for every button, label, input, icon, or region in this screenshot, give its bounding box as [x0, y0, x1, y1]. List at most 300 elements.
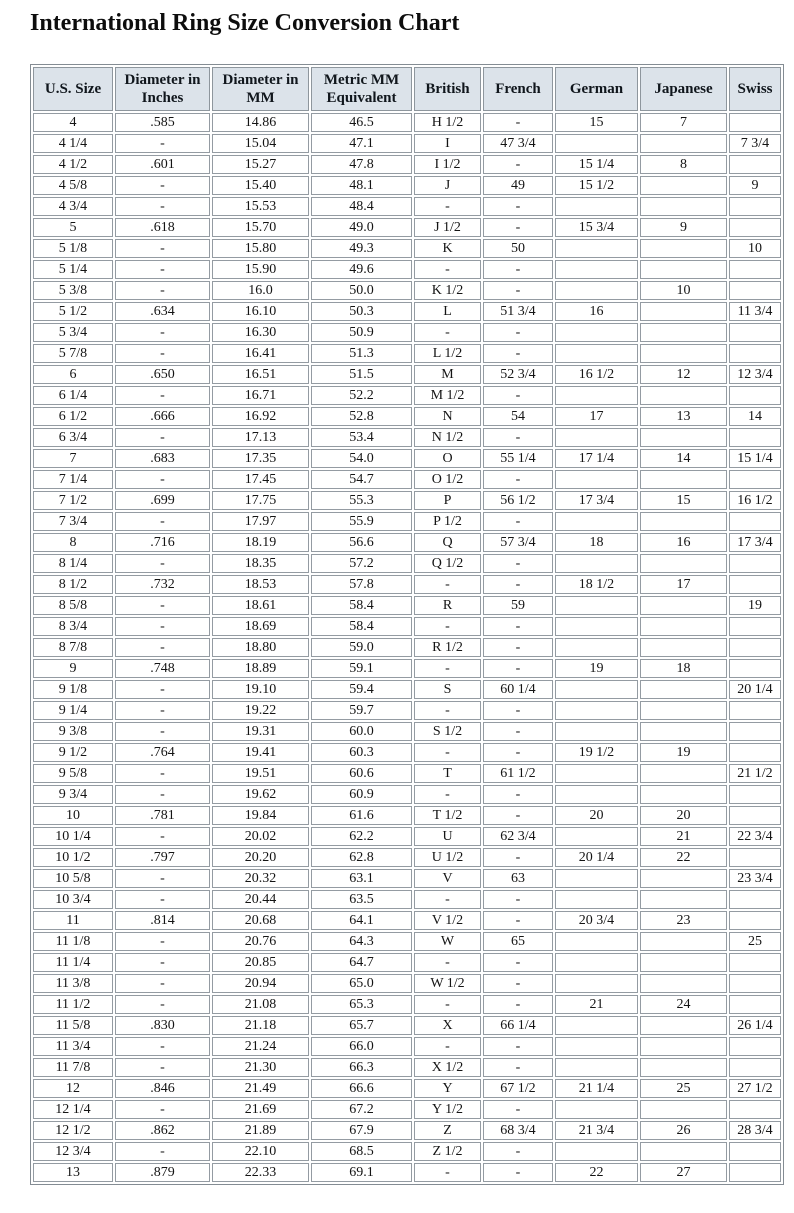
table-cell-french: -	[483, 806, 553, 825]
table-cell-swiss: 25	[729, 932, 781, 951]
table-cell-german: 20	[555, 806, 638, 825]
column-header-french: French	[483, 67, 553, 111]
table-cell-japanese	[640, 1142, 727, 1161]
table-cell-french: -	[483, 1058, 553, 1077]
table-cell-british: S	[414, 680, 481, 699]
table-cell-diameter-mm: 16.10	[212, 302, 309, 321]
table-cell-diameter-inches: -	[115, 995, 210, 1014]
table-cell-japanese	[640, 1100, 727, 1119]
table-cell-japanese	[640, 302, 727, 321]
table-cell-swiss	[729, 638, 781, 657]
table-cell-diameter-inches: .797	[115, 848, 210, 867]
table-cell-diameter-inches: -	[115, 197, 210, 216]
table-row	[33, 176, 781, 195]
table-row	[33, 701, 781, 720]
table-cell-metric-mm-equivalent: 59.7	[311, 701, 412, 720]
table-cell-metric-mm-equivalent: 48.4	[311, 197, 412, 216]
table-cell-diameter-inches: .764	[115, 743, 210, 762]
table-cell-diameter-mm: 19.10	[212, 680, 309, 699]
table-cell-british: X 1/2	[414, 1058, 481, 1077]
table-cell-japanese: 24	[640, 995, 727, 1014]
table-cell-swiss: 12 3/4	[729, 365, 781, 384]
table-cell-diameter-mm: 15.04	[212, 134, 309, 153]
table-cell-swiss	[729, 323, 781, 342]
table-cell-swiss: 26 1/4	[729, 1016, 781, 1035]
table-cell-diameter-inches: -	[115, 764, 210, 783]
table-cell-german	[555, 197, 638, 216]
table-cell-british: N 1/2	[414, 428, 481, 447]
table-cell-british: -	[414, 1163, 481, 1182]
table-cell-swiss: 17 3/4	[729, 533, 781, 552]
table-cell-german: 19 1/2	[555, 743, 638, 762]
table-cell-us-size: 9 3/8	[33, 722, 113, 741]
table-cell-french: 65	[483, 932, 553, 951]
table-cell-diameter-inches: -	[115, 932, 210, 951]
table-cell-diameter-inches: -	[115, 869, 210, 888]
table-cell-japanese	[640, 512, 727, 531]
table-cell-diameter-mm: 20.20	[212, 848, 309, 867]
table-cell-japanese	[640, 680, 727, 699]
table-cell-german	[555, 596, 638, 615]
table-cell-metric-mm-equivalent: 66.0	[311, 1037, 412, 1056]
table-cell-german: 16	[555, 302, 638, 321]
table-cell-british: P	[414, 491, 481, 510]
table-cell-metric-mm-equivalent: 52.2	[311, 386, 412, 405]
table-cell-diameter-mm: 16.0	[212, 281, 309, 300]
table-cell-french: -	[483, 995, 553, 1014]
table-row	[33, 470, 781, 489]
table-cell-french: 66 1/4	[483, 1016, 553, 1035]
table-cell-british: S 1/2	[414, 722, 481, 741]
table-row	[33, 428, 781, 447]
table-row	[33, 113, 781, 132]
table-cell-japanese: 15	[640, 491, 727, 510]
table-cell-japanese	[640, 197, 727, 216]
table-cell-diameter-inches: .683	[115, 449, 210, 468]
table-row	[33, 512, 781, 531]
table-cell-swiss: 15 1/4	[729, 449, 781, 468]
table-cell-diameter-inches: .716	[115, 533, 210, 552]
table-cell-german: 15 3/4	[555, 218, 638, 237]
table-cell-french: -	[483, 512, 553, 531]
table-cell-german	[555, 827, 638, 846]
table-cell-us-size: 6 1/4	[33, 386, 113, 405]
table-cell-us-size: 8	[33, 533, 113, 552]
table-cell-metric-mm-equivalent: 62.2	[311, 827, 412, 846]
table-cell-swiss	[729, 911, 781, 930]
table-cell-british: -	[414, 743, 481, 762]
table-cell-metric-mm-equivalent: 69.1	[311, 1163, 412, 1182]
table-cell-japanese	[640, 890, 727, 909]
table-cell-swiss	[729, 785, 781, 804]
table-cell-metric-mm-equivalent: 58.4	[311, 596, 412, 615]
table-cell-us-size: 9 3/4	[33, 785, 113, 804]
table-cell-french: -	[483, 554, 553, 573]
table-cell-french: -	[483, 260, 553, 279]
table-cell-us-size: 7 1/4	[33, 470, 113, 489]
table-cell-diameter-mm: 15.27	[212, 155, 309, 174]
column-header-metric-mm-equivalent: Metric MM Equivalent	[311, 67, 412, 111]
table-row	[33, 365, 781, 384]
table-cell-swiss	[729, 1037, 781, 1056]
table-cell-diameter-mm: 20.76	[212, 932, 309, 951]
table-cell-diameter-inches: -	[115, 554, 210, 573]
table-cell-french: 62 3/4	[483, 827, 553, 846]
table-cell-japanese: 10	[640, 281, 727, 300]
table-cell-japanese: 18	[640, 659, 727, 678]
table-cell-french: 47 3/4	[483, 134, 553, 153]
table-cell-british: -	[414, 953, 481, 972]
table-cell-metric-mm-equivalent: 63.5	[311, 890, 412, 909]
table-cell-diameter-inches: -	[115, 890, 210, 909]
table-cell-diameter-mm: 16.41	[212, 344, 309, 363]
table-cell-german	[555, 701, 638, 720]
table-cell-french: -	[483, 575, 553, 594]
table-cell-metric-mm-equivalent: 49.3	[311, 239, 412, 258]
table-cell-japanese	[640, 596, 727, 615]
table-cell-japanese: 13	[640, 407, 727, 426]
table-cell-german	[555, 785, 638, 804]
table-cell-diameter-inches: .748	[115, 659, 210, 678]
table-row	[33, 1079, 781, 1098]
table-cell-german	[555, 638, 638, 657]
table-cell-german	[555, 1058, 638, 1077]
table-cell-french: 60 1/4	[483, 680, 553, 699]
table-cell-french: -	[483, 218, 553, 237]
table-cell-diameter-mm: 20.68	[212, 911, 309, 930]
table-cell-metric-mm-equivalent: 65.0	[311, 974, 412, 993]
table-cell-diameter-inches: -	[115, 680, 210, 699]
table-cell-british: -	[414, 659, 481, 678]
table-cell-diameter-mm: 19.62	[212, 785, 309, 804]
table-cell-british: -	[414, 1037, 481, 1056]
table-cell-japanese: 12	[640, 365, 727, 384]
table-cell-german: 21 3/4	[555, 1121, 638, 1140]
table-cell-diameter-inches: .666	[115, 407, 210, 426]
table-cell-metric-mm-equivalent: 65.3	[311, 995, 412, 1014]
table-cell-french: -	[483, 428, 553, 447]
table-cell-japanese: 20	[640, 806, 727, 825]
table-cell-diameter-inches: .585	[115, 113, 210, 132]
table-cell-swiss	[729, 659, 781, 678]
table-cell-british: P 1/2	[414, 512, 481, 531]
table-cell-metric-mm-equivalent: 46.5	[311, 113, 412, 132]
table-cell-german	[555, 281, 638, 300]
table-cell-metric-mm-equivalent: 50.3	[311, 302, 412, 321]
table-cell-swiss: 27 1/2	[729, 1079, 781, 1098]
table-cell-british: T 1/2	[414, 806, 481, 825]
column-header-us-size: U.S. Size	[33, 67, 113, 111]
table-cell-japanese	[640, 617, 727, 636]
table-cell-diameter-mm: 18.53	[212, 575, 309, 594]
table-cell-british: R	[414, 596, 481, 615]
table-cell-us-size: 6 1/2	[33, 407, 113, 426]
table-cell-japanese	[640, 134, 727, 153]
table-cell-metric-mm-equivalent: 61.6	[311, 806, 412, 825]
table-cell-japanese	[640, 1058, 727, 1077]
table-cell-us-size: 12	[33, 1079, 113, 1098]
table-cell-us-size: 5 7/8	[33, 344, 113, 363]
table-cell-french: -	[483, 701, 553, 720]
table-row	[33, 743, 781, 762]
table-cell-diameter-inches: -	[115, 974, 210, 993]
table-row	[33, 302, 781, 321]
table-cell-swiss: 21 1/2	[729, 764, 781, 783]
table-cell-metric-mm-equivalent: 67.2	[311, 1100, 412, 1119]
table-cell-swiss	[729, 743, 781, 762]
table-cell-french: 51 3/4	[483, 302, 553, 321]
table-cell-german: 17	[555, 407, 638, 426]
table-row	[33, 869, 781, 888]
table-cell-diameter-inches: -	[115, 176, 210, 195]
table-cell-swiss	[729, 1058, 781, 1077]
table-cell-us-size: 8 3/4	[33, 617, 113, 636]
table-row	[33, 344, 781, 363]
table-cell-diameter-mm: 17.97	[212, 512, 309, 531]
table-cell-swiss	[729, 512, 781, 531]
table-cell-metric-mm-equivalent: 55.3	[311, 491, 412, 510]
table-row	[33, 932, 781, 951]
table-cell-british: J	[414, 176, 481, 195]
table-cell-diameter-inches: .879	[115, 1163, 210, 1182]
table-cell-japanese	[640, 344, 727, 363]
table-cell-japanese: 17	[640, 575, 727, 594]
table-cell-french: -	[483, 323, 553, 342]
table-cell-diameter-inches: .601	[115, 155, 210, 174]
table-cell-british: -	[414, 323, 481, 342]
table-cell-german	[555, 932, 638, 951]
table-cell-swiss	[729, 218, 781, 237]
table-cell-swiss	[729, 344, 781, 363]
table-cell-french: 63	[483, 869, 553, 888]
table-cell-japanese: 26	[640, 1121, 727, 1140]
table-cell-french: -	[483, 638, 553, 657]
column-header-swiss: Swiss	[729, 67, 781, 111]
table-cell-german: 21 1/4	[555, 1079, 638, 1098]
table-cell-swiss	[729, 554, 781, 573]
table-cell-french: -	[483, 953, 553, 972]
table-cell-diameter-mm: 14.86	[212, 113, 309, 132]
table-cell-french: 50	[483, 239, 553, 258]
table-cell-japanese: 9	[640, 218, 727, 237]
table-cell-german: 15 1/2	[555, 176, 638, 195]
table-cell-diameter-inches: .846	[115, 1079, 210, 1098]
table-cell-diameter-mm: 15.80	[212, 239, 309, 258]
table-cell-metric-mm-equivalent: 58.4	[311, 617, 412, 636]
table-cell-swiss	[729, 701, 781, 720]
table-cell-french: -	[483, 386, 553, 405]
table-cell-diameter-mm: 18.61	[212, 596, 309, 615]
table-cell-swiss: 28 3/4	[729, 1121, 781, 1140]
table-cell-french: 59	[483, 596, 553, 615]
table-cell-french: -	[483, 113, 553, 132]
table-cell-diameter-mm: 18.69	[212, 617, 309, 636]
table-cell-swiss: 11 3/4	[729, 302, 781, 321]
table-cell-japanese	[640, 554, 727, 573]
table-cell-diameter-mm: 21.30	[212, 1058, 309, 1077]
table-cell-metric-mm-equivalent: 59.0	[311, 638, 412, 657]
table-cell-german	[555, 134, 638, 153]
table-row	[33, 848, 781, 867]
table-row	[33, 1163, 781, 1182]
table-cell-us-size: 11 5/8	[33, 1016, 113, 1035]
table-row	[33, 890, 781, 909]
table-cell-swiss	[729, 974, 781, 993]
table-cell-british: Z 1/2	[414, 1142, 481, 1161]
table-cell-metric-mm-equivalent: 64.7	[311, 953, 412, 972]
table-cell-us-size: 11 3/4	[33, 1037, 113, 1056]
table-cell-metric-mm-equivalent: 66.3	[311, 1058, 412, 1077]
table-cell-us-size: 4 5/8	[33, 176, 113, 195]
table-cell-us-size: 7 3/4	[33, 512, 113, 531]
table-cell-french: -	[483, 197, 553, 216]
table-cell-british: T	[414, 764, 481, 783]
table-cell-diameter-inches: -	[115, 260, 210, 279]
table-cell-german	[555, 953, 638, 972]
table-cell-german	[555, 890, 638, 909]
table-cell-metric-mm-equivalent: 51.3	[311, 344, 412, 363]
table-cell-diameter-inches: -	[115, 596, 210, 615]
table-row	[33, 722, 781, 741]
table-cell-german	[555, 512, 638, 531]
table-cell-diameter-mm: 20.32	[212, 869, 309, 888]
table-row	[33, 617, 781, 636]
table-cell-japanese	[640, 869, 727, 888]
table-cell-diameter-mm: 20.44	[212, 890, 309, 909]
table-cell-japanese: 22	[640, 848, 727, 867]
table-row	[33, 1016, 781, 1035]
table-cell-us-size: 7 1/2	[33, 491, 113, 510]
table-row	[33, 680, 781, 699]
table-cell-metric-mm-equivalent: 53.4	[311, 428, 412, 447]
table-cell-us-size: 10 5/8	[33, 869, 113, 888]
table-cell-metric-mm-equivalent: 55.9	[311, 512, 412, 531]
table-cell-us-size: 11 3/8	[33, 974, 113, 993]
table-cell-british: -	[414, 617, 481, 636]
table-cell-swiss	[729, 281, 781, 300]
table-cell-japanese: 8	[640, 155, 727, 174]
table-cell-japanese	[640, 953, 727, 972]
table-cell-british: -	[414, 575, 481, 594]
table-cell-us-size: 4 1/4	[33, 134, 113, 153]
table-cell-german	[555, 554, 638, 573]
table-cell-diameter-mm: 20.85	[212, 953, 309, 972]
table-cell-metric-mm-equivalent: 47.1	[311, 134, 412, 153]
table-cell-metric-mm-equivalent: 64.3	[311, 932, 412, 951]
table-cell-us-size: 11	[33, 911, 113, 930]
table-cell-french: -	[483, 281, 553, 300]
table-cell-british: O 1/2	[414, 470, 481, 489]
table-cell-us-size: 12 1/4	[33, 1100, 113, 1119]
table-cell-diameter-mm: 16.92	[212, 407, 309, 426]
table-cell-diameter-mm: 19.41	[212, 743, 309, 762]
table-cell-metric-mm-equivalent: 52.8	[311, 407, 412, 426]
table-cell-swiss	[729, 1142, 781, 1161]
table-cell-us-size: 8 1/4	[33, 554, 113, 573]
table-cell-diameter-inches: .862	[115, 1121, 210, 1140]
table-cell-us-size: 5 1/4	[33, 260, 113, 279]
table-cell-japanese	[640, 1016, 727, 1035]
table-cell-us-size: 11 1/2	[33, 995, 113, 1014]
table-cell-diameter-inches: -	[115, 1058, 210, 1077]
table-cell-us-size: 10 1/4	[33, 827, 113, 846]
table-cell-british: K	[414, 239, 481, 258]
table-row	[33, 260, 781, 279]
table-cell-metric-mm-equivalent: 62.8	[311, 848, 412, 867]
table-cell-french: -	[483, 1100, 553, 1119]
table-cell-diameter-mm: 17.13	[212, 428, 309, 447]
table-cell-us-size: 11 7/8	[33, 1058, 113, 1077]
table-row	[33, 1058, 781, 1077]
table-cell-swiss: 10	[729, 239, 781, 258]
column-header-british: British	[414, 67, 481, 111]
table-cell-german	[555, 386, 638, 405]
table-cell-diameter-inches: -	[115, 953, 210, 972]
table-cell-diameter-inches: -	[115, 638, 210, 657]
table-cell-diameter-mm: 16.51	[212, 365, 309, 384]
table-cell-metric-mm-equivalent: 60.3	[311, 743, 412, 762]
table-cell-japanese: 19	[640, 743, 727, 762]
table-cell-british: Q	[414, 533, 481, 552]
table-cell-diameter-mm: 20.94	[212, 974, 309, 993]
table-cell-british: Q 1/2	[414, 554, 481, 573]
table-cell-diameter-mm: 21.49	[212, 1079, 309, 1098]
table-cell-diameter-mm: 17.75	[212, 491, 309, 510]
table-cell-diameter-inches: .814	[115, 911, 210, 930]
table-cell-metric-mm-equivalent: 57.2	[311, 554, 412, 573]
table-cell-diameter-inches: -	[115, 701, 210, 720]
table-cell-diameter-mm: 15.70	[212, 218, 309, 237]
table-cell-swiss	[729, 953, 781, 972]
table-cell-french: 67 1/2	[483, 1079, 553, 1098]
table-cell-swiss	[729, 617, 781, 636]
table-cell-metric-mm-equivalent: 66.6	[311, 1079, 412, 1098]
table-cell-diameter-mm: 18.19	[212, 533, 309, 552]
table-row	[33, 1121, 781, 1140]
table-cell-german	[555, 260, 638, 279]
column-header-diameter-inches: Diameter in Inches	[115, 67, 210, 111]
table-cell-diameter-inches: -	[115, 344, 210, 363]
table-cell-us-size: 8 7/8	[33, 638, 113, 657]
table-cell-german: 15	[555, 113, 638, 132]
table-cell-japanese: 23	[640, 911, 727, 930]
table-cell-diameter-mm: 15.90	[212, 260, 309, 279]
table-cell-us-size: 9	[33, 659, 113, 678]
table-row	[33, 911, 781, 930]
table-cell-us-size: 4	[33, 113, 113, 132]
table-cell-french: -	[483, 911, 553, 930]
table-cell-japanese	[640, 1037, 727, 1056]
table-cell-german: 17 3/4	[555, 491, 638, 510]
table-row	[33, 197, 781, 216]
table-cell-diameter-inches: .650	[115, 365, 210, 384]
table-row	[33, 974, 781, 993]
table-cell-diameter-inches: -	[115, 281, 210, 300]
table-cell-german: 18	[555, 533, 638, 552]
table-cell-french: -	[483, 155, 553, 174]
table-cell-british: V	[414, 869, 481, 888]
table-cell-swiss: 9	[729, 176, 781, 195]
table-row	[33, 386, 781, 405]
table-cell-japanese: 16	[640, 533, 727, 552]
table-cell-diameter-inches: -	[115, 512, 210, 531]
table-cell-german	[555, 428, 638, 447]
table-cell-diameter-inches: -	[115, 617, 210, 636]
table-cell-german	[555, 680, 638, 699]
table-cell-british: -	[414, 785, 481, 804]
table-cell-german	[555, 1016, 638, 1035]
table-cell-british: I 1/2	[414, 155, 481, 174]
